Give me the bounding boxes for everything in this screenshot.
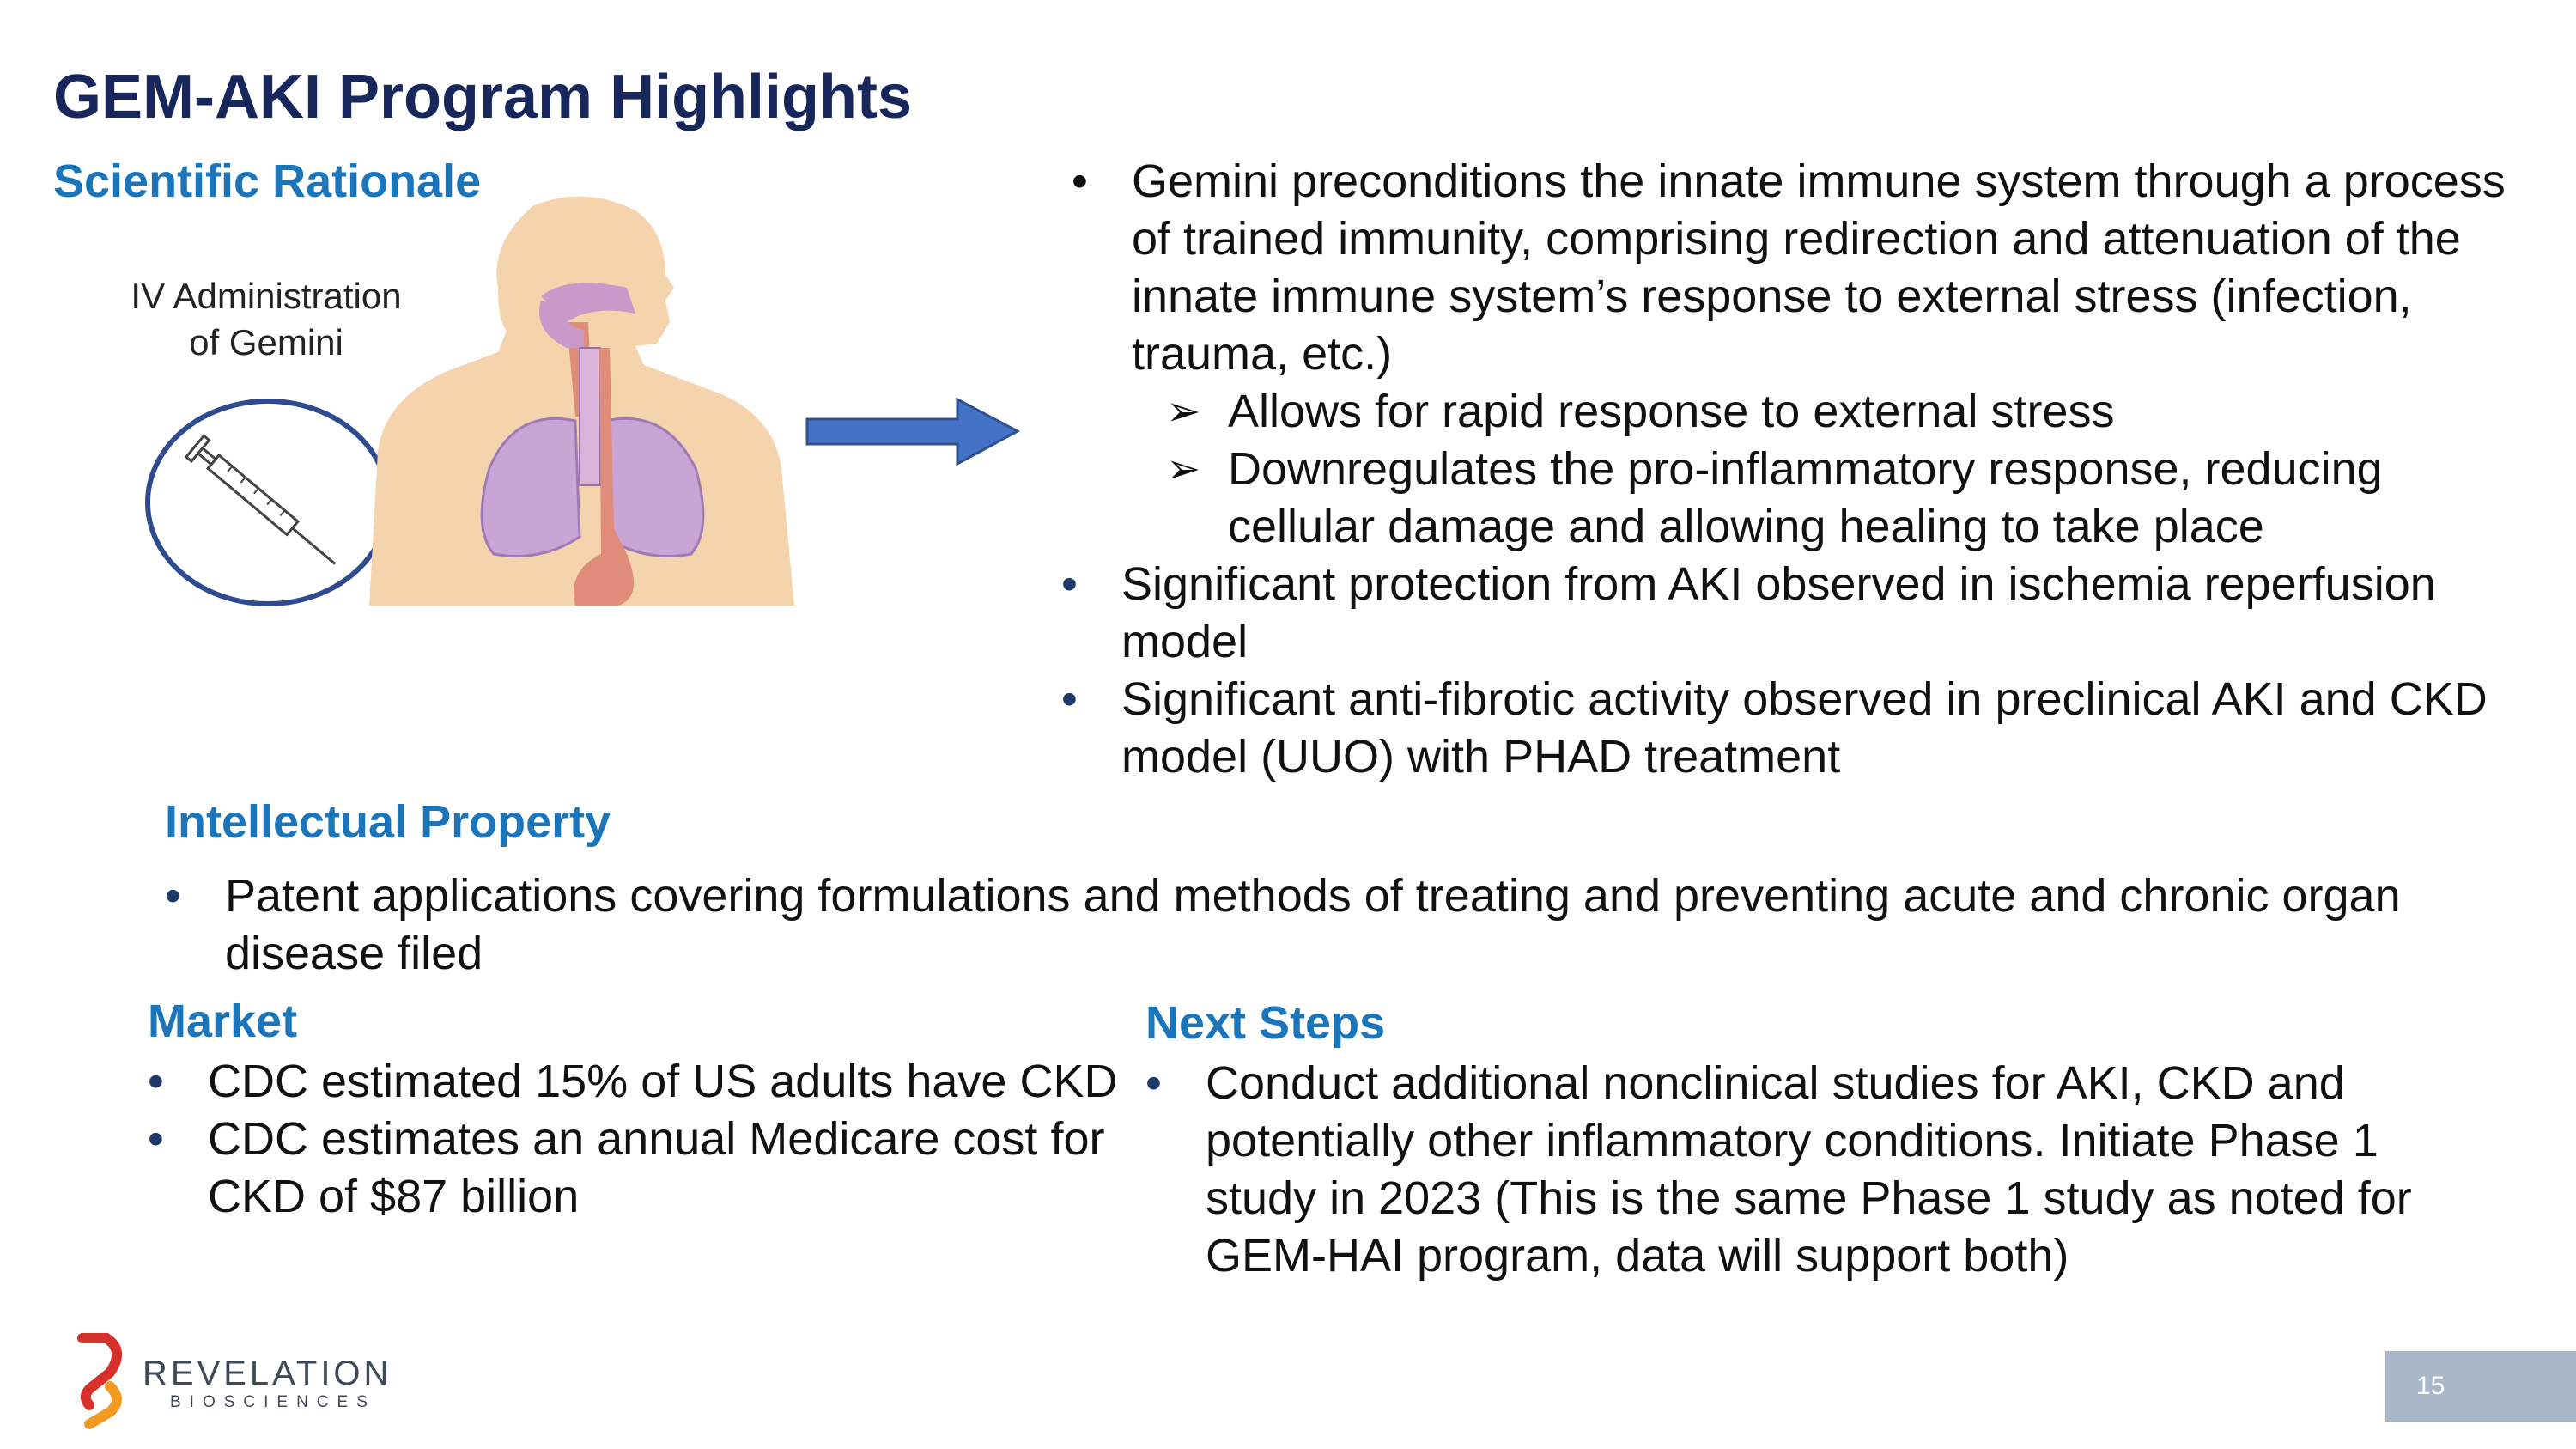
logo-name: REVELATION (143, 1355, 392, 1392)
respiratory-anatomy-illustration (369, 193, 807, 606)
intellectual-property-heading: Intellectual Property (165, 796, 611, 848)
syringe-icon (186, 435, 344, 574)
market-bullets (148, 1053, 1118, 1226)
right-arrow-icon (803, 395, 1026, 468)
bullet-protection-aki: • Significant protection from AKI observed in ischemia reperfusion model (1061, 556, 2514, 671)
iv-label-line2: of Gemini (189, 322, 343, 362)
bullet-text: Gemini preconditions the innate immune system through a process of trained immunity, comprising redirection and attenuation of the innate immune system’s response to external stress (infection, trauma, etc.) (1132, 155, 2506, 380)
sub-bullet-rapid-response: ➢ Allows for rapid response to external stress (1166, 383, 2514, 441)
page-number: 15 (2416, 1372, 2445, 1400)
syringe-circle (142, 395, 399, 614)
page-number-box (2385, 1351, 2576, 1422)
next-steps-heading: Next Steps (1145, 997, 1386, 1049)
scientific-rationale-heading: Scientific Rationale (53, 155, 482, 207)
iv-label-line1: IV Administration (131, 276, 402, 316)
revelation-logo-icon (72, 1333, 132, 1429)
intellectual-property-bullets (165, 868, 2415, 983)
next-steps-bullets (1145, 1055, 2459, 1285)
sub-bullet-downregulates: ➢ Downregulates the pro-inflammatory response, reducing cellular damage and allowing healing to take place (1166, 441, 2514, 556)
scientific-rationale-bullets (1072, 153, 2514, 786)
market-heading: Market (148, 995, 298, 1047)
page-title: GEM-AKI Program Highlights (53, 63, 913, 131)
logo-subtitle: BIOSCIENCES (170, 1393, 376, 1411)
bullet-cdc-ckd-prevalence: • CDC estimated 15% of US adults have CKD (148, 1053, 1118, 1111)
bullet-patent-applications: • Patent applications covering formulations and methods of treating and preventing acute and chronic organ disease filed (165, 868, 2415, 983)
bullet-nonclinical-studies: • Conduct additional nonclinical studies for AKI, CKD and potentially other inflammatory conditions. Initiate Phase 1 study in 2023 (This is the same Phase 1 study as noted for GEM-HAI program, data will support both) (1145, 1055, 2459, 1285)
bullet-anti-fibrotic: • Significant anti-fibrotic activity observed in preclinical AKI and CKD model (UUO) with PHAD treatment (1061, 671, 2514, 786)
bullet-cdc-medicare-cost: • CDC estimates an annual Medicare cost for CKD of $87 billion (148, 1111, 1118, 1226)
bullet-trained-immunity (1072, 153, 2514, 556)
